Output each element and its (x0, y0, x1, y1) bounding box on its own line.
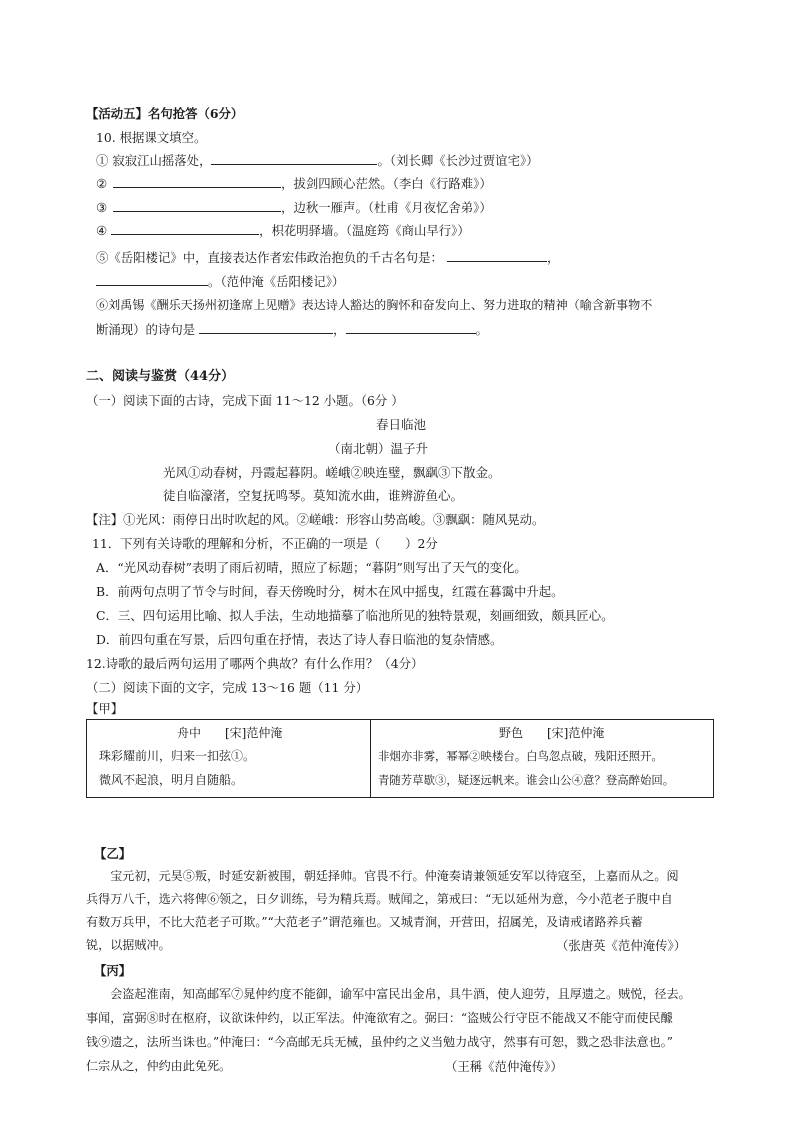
yi-line-3: 有数万兵甲，不比大范老子可欺。”“大范老子”谓范雍也。又城青涧，开营田，招属羌，及请戒诸路养兵蓄 (86, 915, 643, 929)
part-1-intro: （一）阅读下面的古诗，完成下面 11～12 小题。（6分 ） (86, 393, 404, 408)
answer-blank[interactable] (346, 321, 476, 334)
poem-title: 春日临池 (376, 417, 427, 432)
fill-item-3 (96, 199, 492, 216)
option-c: C．三、四句运用比喻、拟人手法，生动地描摹了临池所见的独特景观，刻画细致，颇具匠心。 (96, 608, 614, 623)
fill-item-5-line2 (96, 273, 344, 290)
poem-a-line-1: 珠彩耀前川，归来一扣弦①。 (99, 749, 256, 763)
poem-b-title: 野色 [宋]范仲淹 (499, 726, 605, 740)
option-d: D．前四句重在写景，后四句重在抒情，表达了诗人春日临池的复杂情感。 (96, 632, 503, 647)
fill-item-1-prefix: ① 寂寂江山摇落处， (96, 153, 212, 168)
answer-blank[interactable] (199, 321, 333, 334)
table-divider (370, 720, 371, 797)
poem-note: 【注】①光风：雨停日出时吹起的风。②嵯峨：形容山势高峻。③飘飖：随风晃动。 (86, 512, 545, 527)
bing-line-1: 会盗起淮南，知高邮军⑦晁仲约度不能御，谕军中富民出金帛，具牛酒，使人迎劳，且厚遗之。贼悦，径去。 (86, 987, 691, 1001)
fill-item-6-end: 。 (475, 322, 488, 337)
fill-item-4-suffix: ，枳花明驿墙。（温庭筠《商山早行》） (259, 223, 470, 238)
poem-line-1: 光风①动春树，丹霞起暮阴。嵯峨②映连璧，飘飖③下散金。 (163, 465, 501, 480)
fill-item-6-text: 断涌现）的诗句是 (96, 322, 196, 337)
fill-item-5-source: 。（范仲淹《岳阳楼记》） (208, 274, 345, 289)
fill-item-6-line1: ⑥刘禹锡《酬乐天扬州初逢席上见赠》表达诗人豁达的胸怀和奋发向上、努力进取的精神（喻含新事物不 (96, 298, 653, 312)
fill-item-6-line2 (96, 321, 488, 338)
fill-item-4 (96, 222, 470, 239)
poem-a-line-2: 微风不起浪，明月自随船。 (99, 773, 244, 787)
bing-label: 【丙】 (94, 963, 132, 978)
answer-blank[interactable] (113, 175, 281, 188)
fill-item-2 (96, 175, 492, 192)
fill-item-6-separator: ， (333, 322, 346, 337)
yi-line-4: 锐，以据贼冲。 (86, 938, 171, 952)
answer-blank[interactable] (96, 273, 208, 286)
fill-item-5-separator: ， (546, 250, 560, 265)
yi-label: 【乙】 (94, 846, 132, 861)
question-12: 12.诗歌的最后两句运用了哪两个典故？有什么作用？（4分） (86, 656, 424, 671)
fill-item-3-prefix: ③ (96, 200, 108, 215)
fill-item-1 (96, 152, 539, 169)
fill-item-5-text: ⑤《岳阳楼记》中，直接表达作者宏伟政治抱负的千古名句是： (96, 250, 443, 265)
bing-line-3: 钱⑨遗之，法所当诛也。”仲淹曰：“今高邮无兵无械，虽仲约之义当勉力战守，然事有可恕，戮之恐非法意也。” (86, 1035, 673, 1049)
yi-line-1: 宝元初，元昊⑤叛，时延安新被围，朝廷择帅。官畏不行。仲淹奏请兼领延安军以待寇至，上嘉而从之。阅 (86, 869, 679, 883)
bing-line-2: 事闻，富弼⑧时在枢府，议欲诛仲约，以正军法。仲淹欲宥之。弼曰：“盗贼公行守臣不能战又不能守而使民醵 (86, 1011, 673, 1025)
poem-b-line-2: 青随芳草歇③，疑逐远帆来。谁会山公④意？登高醉始回。 (378, 773, 675, 787)
activity-heading: 【活动五】名句抢答（6分） (86, 106, 244, 121)
question-11: 11．下列有关诗歌的理解和分析，不正确的一项是（ ）2分 (92, 536, 438, 551)
poem-table (86, 719, 714, 798)
poem-line-2: 徒自临濠渚，空复抚鸣琴。莫知流水曲，谁辨游鱼心。 (163, 488, 464, 503)
section-heading: 二、阅读与鉴赏（44分） (86, 369, 235, 384)
bing-line-4: 仁宗从之，仲约由此免死。 (86, 1059, 232, 1073)
fill-item-4-prefix: ④ (96, 223, 108, 238)
question-10: 10. 根据课文填空。 (96, 130, 207, 145)
option-b: B．前两句点明了节令与时间，春天傍晚时分，树木在风中摇曳，红霞在暮霭中升起。 (96, 584, 564, 599)
fill-item-2-suffix: ，拔剑四顾心茫然。（李白《行路难》） (281, 176, 492, 191)
jia-label: 【甲】 (86, 701, 124, 716)
fill-item-2-prefix: ② (96, 176, 108, 191)
poem-b-line-1: 非烟亦非雾，幂幂②映楼台。白鸟忽点破，残阳还照开。 (378, 749, 663, 763)
fill-item-5-line1 (96, 249, 559, 266)
answer-blank[interactable] (113, 199, 281, 212)
poem-author: （南北朝）温子升 (328, 441, 429, 456)
option-a: A．“光风动春树”表明了雨后初晴，照应了标题；“暮阴”则写出了天气的变化。 (96, 560, 527, 575)
fill-item-1-suffix: 。（刘长卿《长沙过贾谊宅》） (377, 153, 539, 168)
answer-blank[interactable] (211, 152, 377, 165)
bing-source: （王稱《范仲淹传》） (445, 1059, 563, 1074)
answer-blank[interactable] (447, 249, 547, 262)
yi-source: （张唐英《范仲淹传》） (556, 938, 687, 953)
part-2-intro: （二）阅读下面的文字，完成 13～16 题（11 分） (86, 680, 369, 695)
poem-a-title: 舟中 [宋]范仲淹 (177, 726, 283, 740)
answer-blank[interactable] (111, 222, 259, 235)
fill-item-3-suffix: ，边秋一雁声。（杜甫《月夜忆舍弟》） (281, 200, 492, 215)
yi-line-2: 兵得万八千，选六将俾⑥领之，日夕训练，号为精兵焉。贼闻之，第戒曰：“无以延州为意，今小范老子腹中自 (86, 892, 673, 906)
